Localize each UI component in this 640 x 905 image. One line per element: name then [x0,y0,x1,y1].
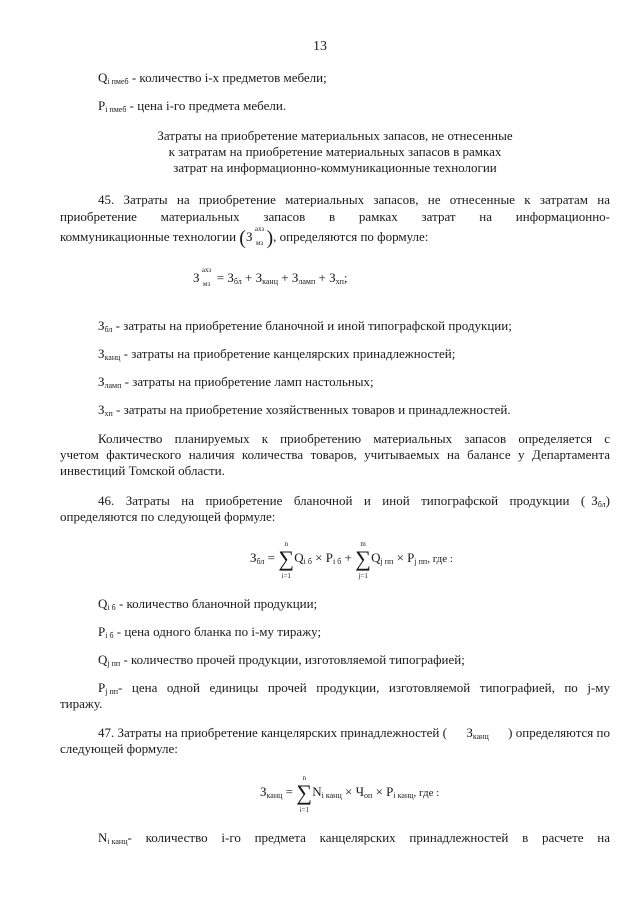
definition-kanc [98,346,455,366]
word: и [363,493,371,508]
semicolon: ; [343,270,348,285]
plus: + [341,549,356,565]
term: З [227,270,234,285]
symbol: З [98,374,105,389]
definition-text: - цена одной единицы прочей продукции, изготовляемой типографией, по j-му [118,680,610,695]
text: коммуникационные технологии [60,229,240,244]
superscript: ахз [254,225,265,234]
term: Q [294,549,304,565]
symbol: Q [98,652,108,667]
section-heading-line-1: Затраты на приобретение материальных запасов, не отнесенные [157,128,513,143]
subscript: мз [255,239,264,248]
paragraph-45-line-1: 45. Затраты на приобретение материальных запасов, не отнесенные к затратам на [98,192,610,207]
equals: = [213,270,228,285]
paragraph-45-line-2: приобретение материальных запасов в рамках затрат на информационно- [60,209,610,224]
sum-sign: ∑ [278,546,295,571]
where-text: , где : [413,786,440,799]
open-paren: ( [239,227,246,249]
text: ) определяются по [508,725,610,740]
word: Затраты [125,493,170,508]
subscript: i канц [321,790,342,800]
subscript: бл [233,277,242,286]
subscript: хп [104,409,113,418]
term: Q [371,549,381,565]
symbol: N [98,830,108,845]
times: × [372,783,387,799]
subscript: i канц [393,790,414,800]
symbol: P [98,680,106,695]
sum-sign: ∑ [296,780,313,805]
definition-q-b [98,596,317,616]
text: , определяются по формуле: [273,229,429,244]
definition-p-mebel [98,98,286,118]
subscript: канц [472,732,489,741]
definition-p-pp [98,680,610,700]
word: 46. [98,493,115,508]
symbol: Q [98,596,108,611]
subscript: канц [262,277,278,286]
subscript: i б [303,556,312,566]
subscript: мз [202,280,211,289]
subscript: канц [104,353,121,362]
term: P [325,549,333,565]
term: Ч [355,783,365,799]
term: P [407,549,415,565]
symbol: З [98,346,105,361]
paragraph-qty-line-1: Количество планируемых к приобретению материальных запасов определяется с [98,431,610,446]
paragraph-46-line-2: определяются по следующей формуле: [60,509,276,524]
symbol: З [466,725,473,740]
term: З [255,270,263,285]
times: × [393,549,408,565]
definition-q-pp [98,652,465,672]
definition-lamp [98,374,374,394]
sum-sign: ∑ [355,546,371,571]
subscript: j пп [380,556,394,566]
definition-bl [98,318,512,338]
subscript: i б [105,631,114,640]
symbol: P [98,98,106,113]
definition-text: - затраты на приобретение канцелярских принадлежностей; [120,346,456,361]
section-heading-line-2: к затратам на приобретение материальных запасов в рамках [168,144,502,159]
times: × [311,549,326,565]
subscript: ламп [298,277,316,286]
subscript: i пмеб [105,105,127,114]
subscript: i б [107,603,116,612]
definition-text: - затраты на приобретение бланочной и иной типографской продукции; [112,318,512,333]
paragraph-qty-line-2: учетом фактического наличия количества товаров, учитываемых на балансе у Департамента [60,447,610,462]
definition-p-pp-line-2: тиражу. [60,696,103,711]
equals: = [282,783,297,799]
section-heading-line-3: затрат на информационно-коммуникационные технологии [173,160,497,175]
subscript: i пмеб [107,77,129,86]
sum-lower-limit: j=1 [358,572,368,580]
symbol: Q [98,70,108,85]
word: приобретение [205,493,283,508]
sum-upper-limit: n [302,774,306,782]
word: ( [580,493,586,508]
subscript: ламп [104,381,122,390]
word: бланочной [293,493,353,508]
sum-lower-limit: i=1 [299,806,309,814]
term: P [386,783,394,799]
definition-p-b [98,624,321,644]
formula-lhs: З [260,783,267,799]
definition-q-mebel [98,70,327,90]
definition-text: - количество прочей продукции, изготовляемой типографией; [120,652,465,667]
symbol-group [98,830,128,850]
superscript: ахз [201,266,212,275]
subscript: бл [597,500,606,509]
symbol: З [591,493,598,508]
subscript: оп [364,790,373,800]
formula-46 [250,540,453,580]
definition-text: - цена одного бланка по i-му тиражу; [113,624,322,639]
word: типографской [421,493,499,508]
subscript: j пп [105,687,119,696]
subscript: канц [266,790,283,800]
plus: + [315,270,330,285]
subscript: бл [104,325,113,334]
subscript: i канц [107,837,128,846]
formula-lhs: З [250,549,257,565]
inline-symbol [591,493,610,513]
word: продукции [509,493,570,508]
close-paren: ) [266,227,274,249]
text: 47. Затраты на приобретение канцелярских принадлежностей ( [98,725,447,740]
sum-lower-limit: i=1 [281,572,291,580]
paragraph-47-line-2: следующей формуле: [60,741,178,756]
term: N [312,783,322,799]
word: на [181,493,194,508]
paragraph-qty-line-3: инвестиций Томской области. [60,463,225,478]
formula-47 [260,774,440,814]
definition-text: - затраты на приобретение ламп настольных; [121,374,374,389]
symbol: З [98,318,105,333]
plus: + [241,270,256,285]
definition-n-kanc [98,830,610,850]
sum-upper-limit: n [284,540,288,548]
term: З [329,270,336,285]
symbol: З [245,229,253,244]
definition-text: - затраты на приобретение хозяйственных товаров и принадлежностей. [112,402,511,417]
symbol: З [98,402,105,417]
definition-text: - количество бланочной продукции; [115,596,318,611]
subscript: хп [335,277,344,286]
page-number: 13 [313,39,327,54]
definition-text: - количество i-х предметов мебели; [128,70,327,85]
formula-45 [193,266,348,290]
equals: = [264,549,279,565]
definition-text: - количество i-го предмета канцелярских принадлежностей в расчете на [127,830,610,845]
definition-text: - цена i-го предмета мебели. [126,98,287,113]
word: иной [382,493,410,508]
subscript: i б [333,556,342,566]
paragraph-45-line-3 [60,225,429,249]
plus: + [278,270,292,285]
subscript: j пп [414,556,428,566]
sum-upper-limit: m [360,540,366,548]
times: × [341,783,356,799]
subscript: бл [256,556,265,566]
close-paren: ) [605,493,610,508]
where-text: , где : [427,552,453,565]
symbol: P [98,624,106,639]
definition-hp [98,402,511,422]
formula-lhs: З [193,270,200,285]
term: З [291,270,299,285]
subscript: j пп [107,659,121,668]
inline-symbol [466,725,488,745]
